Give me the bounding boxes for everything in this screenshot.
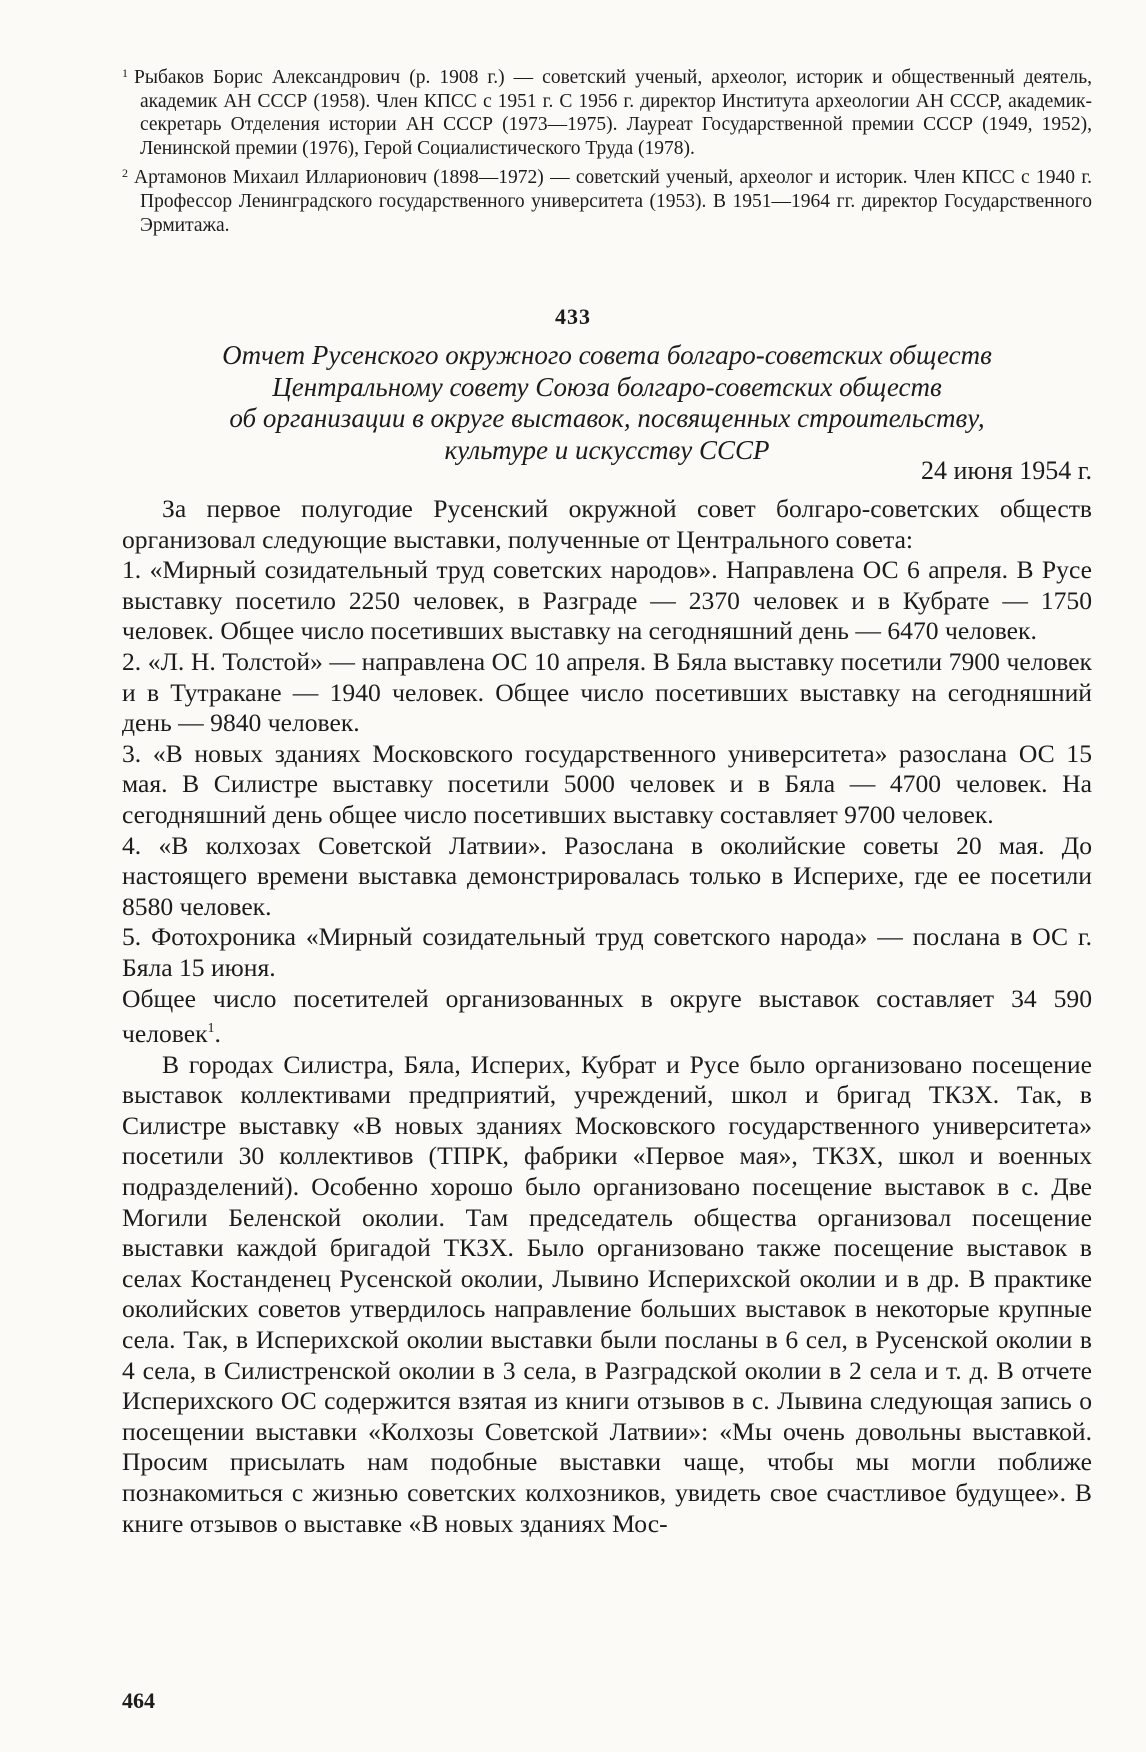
list-item: 3. «В новых зданиях Московского государственного университета» разослана ОС 15 мая. В Силистре выставку посетили 5000 человек и в Бяла — 4700 человек. На сегодняшний день общее число посетивших выставку составляет 9700 человек.	[122, 738, 1092, 829]
footnote-text: Артамонов Михаил Илларионович (1898—1972) — советский ученый, археолог и историк. Член КПСС с 1940 г. Профессор Ленинградского государственного университета (1953). В 1951—1964 гг. директор Государственного Эрмитажа.	[134, 167, 1092, 236]
title-line: Отчет Русенского окружного совета болгаро-советских обществ	[222, 340, 992, 370]
title-line: об организации в округе выставок, посвященных строительству,	[229, 403, 985, 433]
total-end: .	[214, 1019, 221, 1049]
list-item: 2. «Л. Н. Толстой» — направлена ОС 10 апреля. В Бяла выставку посетили 7900 человек и в Тутракане — 1940 человек. Общее число посетивших выставку на сегодняшний день — 9840 человек.	[122, 646, 1092, 738]
page-number: 464	[122, 1688, 155, 1713]
list-item: 4. «В колхозах Советской Латвии». Разослана в околийские советы 20 мая. До настоящего времени выставка демонстрировалась только в Исперихе, где ее посетили 8580 человек.	[122, 830, 1092, 921]
footnote-1	[122, 62, 1092, 160]
paragraph-total	[122, 984, 1092, 1050]
paragraph-cities: В городах Силистра, Бяла, Исперих, Кубрат и Русе было организовано посещение выставок коллективами предприятий, учреждений, школ и бригад ТКЗХ. Так, в Силистре выставку «В новых зданиях Московского государственного университета» посетили 30 коллективов (ТПРК, фабрики «Первое мая», ТКЗХ, школ и военных подразделений). Особенно хорошо было организовано посещение выставок в с. Две Могили Беленской околии. Там председатель общества организовал посещение выставки каждой бригадой ТКЗХ. Было организовано также посещение выставок в селах Костанденец Русенской околии, Лывино Испериxской околии и в др. В практике околийских советов утвердилось направление больших выставок в некоторые крупные села. Так, в Испериxской околии выставки были посланы в 6 сел, в Русенской околии в 4 села, в Силистренской околии в 3 села, в Разградской околии в 2 села и т. д. В отчете Исперихского ОС содержится взятая из книги отзывов в с. Лывина следующая запись о посещении выставки «Колхозы Советской Латвии»: «Мы очень довольны выставкой. Просим присылать нам подобные выставки чаще, чтобы мы могли поближе познакомиться с жизнью советских колхозников, увидеть свое счастливое будущее». В книге отзывов о выставке «В новых зданиях Мос-	[122, 1049, 1092, 1538]
document-number: 433	[555, 304, 591, 329]
list-item: 5. Фотохроника «Мирный созидательный труд советского народа» — послана в ОС г. Бяла 15 июня.	[122, 922, 1092, 982]
footnote-mark: 2	[122, 166, 128, 181]
footnotes	[122, 62, 1092, 239]
footnote-ref: 1	[207, 1021, 215, 1037]
title-line: Центральному совету Союза болгаро-советских обществ	[272, 371, 942, 402]
document-body	[122, 494, 1092, 1539]
paragraph-intro: За первое полугодие Русенский окружной совет болгаро-советских обществ организовал следующие выставки, полученные от Центрального совета:	[122, 494, 1092, 554]
total-text: Общее число посетителей организованных в округе выставок составляет 34 590 человек	[122, 983, 1092, 1049]
list-item: 1. «Мирный созидательный труд советских народов». Направлена ОС 6 апреля. В Русе выставку посетило 2250 человек, в Разграде — 2370 человек и в Кубрате — 1750 человек. Общее число посетивших выставку на сегодняшний день — 6470 человек.	[122, 555, 1092, 646]
document-title	[122, 340, 1092, 466]
title-line: культуре и искусству СССР	[444, 434, 770, 465]
footnote-2	[122, 162, 1092, 237]
footnote-text: Рыбаков Борис Александрович (р. 1908 г.) — советский ученый, археолог, историк и общественный деятель, академик АН СССР (1958). Член КПСС с 1951 г. С 1956 г. директор Института археологии АН СССР, академик-секретарь Отделения истории АН СССР (1973—1975). Лауреат Государственной премии СССР (1949, 1952), Ленинской премии (1976), Герой Социалистического Труда (1978).	[134, 67, 1092, 159]
document-date: 24 июня 1954 г.	[921, 456, 1092, 485]
footnote-mark: 1	[122, 66, 128, 80]
